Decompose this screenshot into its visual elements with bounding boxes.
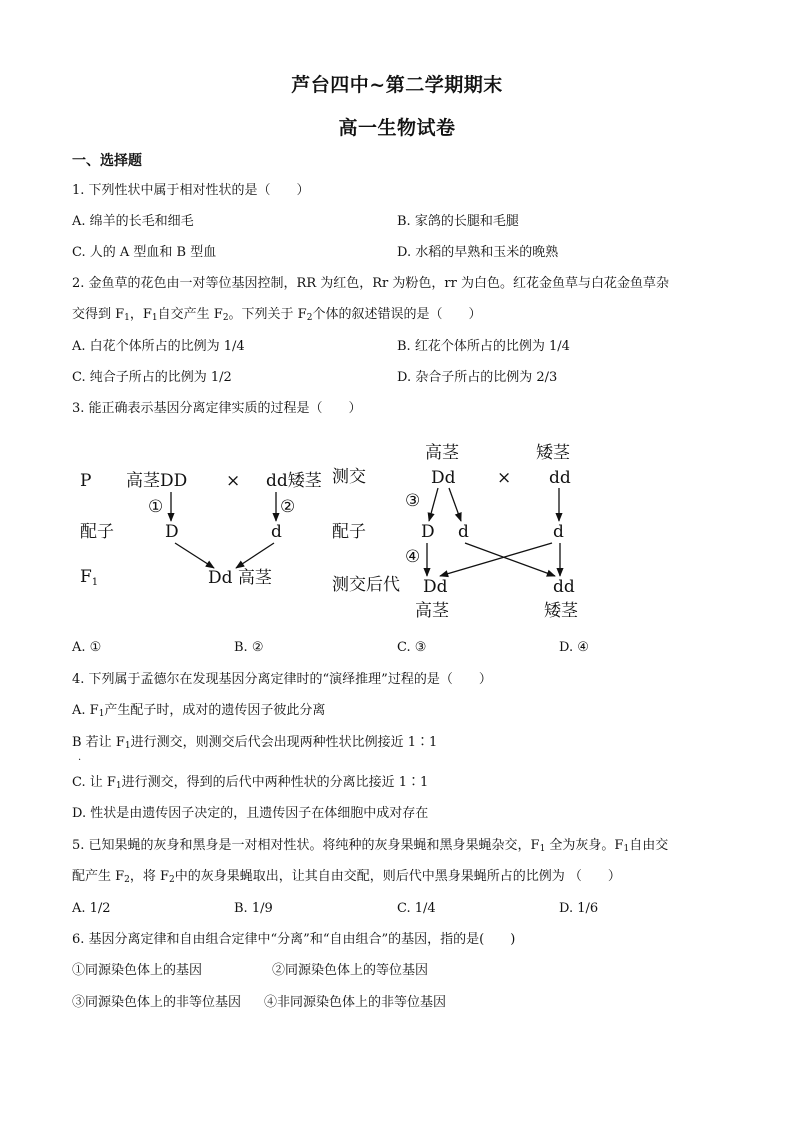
offspring-dd: dd <box>553 577 575 597</box>
subscript: 2 <box>222 313 229 323</box>
arrow-d-to-f1 <box>236 543 274 568</box>
subscript: 2 <box>124 875 130 885</box>
parent-dd: dd <box>549 468 571 488</box>
text: 自交产生 F <box>157 307 223 322</box>
f1-Dd-tall: Dd 高茎 <box>208 568 272 588</box>
text: ，F <box>129 307 152 322</box>
text: 中的灰身果蝇取出，让其自由交配，则后代中黑身果蝇所占的比例为 （ ） <box>174 869 621 884</box>
q1-option-c: C. 人的 A 型血和 B 型血 <box>72 245 217 260</box>
label-f1 <box>80 567 98 588</box>
subscript: 1 <box>98 709 105 719</box>
q4-option-d: D. 性状是由遗传因子决定的，且遗传因子在体细胞中成对存在 <box>72 806 429 821</box>
label-gamete-right: 配子 <box>332 522 366 542</box>
arrow-D-to-f1 <box>175 543 214 568</box>
text: 进行测交，则测交后代会出现两种性状比例接近 1∶1 <box>130 735 438 750</box>
q1-option-d: D. 水稻的早熟和玉米的晚熟 <box>397 245 559 260</box>
q6-stem: 6. 基因分离定律和自由组合定律中“分离”和“自由组合”的基因，指的是( ) <box>72 932 516 947</box>
cross-symbol-right: × <box>497 468 512 488</box>
text: 5. 已知果蝇的灰身和黑身是一对相对性状。将纯种的灰身果蝇和黑身果蝇杂交，F <box>72 838 540 853</box>
gamete-d-left: d <box>271 522 282 542</box>
label-p: P <box>80 471 92 491</box>
q1-stem: 1. 下列性状中属于相对性状的是（ ） <box>72 183 310 198</box>
q3-option-d: D. ④ <box>559 640 589 655</box>
q5-stem-line1 <box>72 837 668 858</box>
label-tall-bottom: 高茎 <box>415 601 449 621</box>
q5-option-b: B. 1/9 <box>234 901 273 916</box>
label-short-bottom: 矮茎 <box>544 601 578 621</box>
exam-title: 芦台四中~第二学期期末 <box>291 74 503 96</box>
q5-stem-line2 <box>72 868 621 889</box>
subscript: 2 <box>306 313 313 323</box>
offspring-Dd: Dd <box>423 577 448 597</box>
text: 配产生 F <box>72 869 125 884</box>
label-tall-top: 高茎 <box>425 443 459 463</box>
subscript: 2 <box>169 875 175 885</box>
q2-option-b: B. 红花个体所占的比例为 1/4 <box>397 339 570 354</box>
text: 交得到 F <box>72 307 125 322</box>
stray-dot: . <box>78 752 82 763</box>
arrow-d-to-Dd <box>440 543 552 576</box>
q1-option-a: A. 绵羊的长毛和细毛 <box>72 214 194 229</box>
arrow-d-to-dd <box>465 543 555 576</box>
text: C. 让 F <box>72 775 116 790</box>
circle-3: ③ <box>405 491 421 511</box>
q3-genetics-diagram <box>0 430 794 630</box>
q3-stem: 3. 能正确表示基因分离定律实质的过程是（ ） <box>72 401 362 416</box>
section-heading: 一、选择题 <box>72 153 142 169</box>
text: 全为灰身。F <box>545 838 624 853</box>
text: 产生配子时，成对的遗传因子彼此分离 <box>104 703 326 718</box>
q6-item-1: ①同源染色体上的基因 <box>72 963 203 978</box>
text: B 若让 F <box>72 735 125 750</box>
q6-item-3: ③同源染色体上的非等位基因 <box>72 995 242 1010</box>
q5-option-c: C. 1/4 <box>397 901 436 916</box>
text: 个体的叙述错误的是（ ） <box>312 307 482 322</box>
q2-option-a: A. 白花个体所占的比例为 1/4 <box>72 339 245 354</box>
arrow-Dd-to-D <box>429 488 438 521</box>
exam-subtitle: 高一生物试卷 <box>338 117 456 139</box>
text: ，将 F <box>129 869 170 884</box>
circle-4: ④ <box>405 547 421 567</box>
text: 。下列关于 F <box>228 307 307 322</box>
q4-option-b <box>72 734 437 755</box>
text: F <box>80 567 92 587</box>
label-testcross-offspring: 测交后代 <box>332 575 400 595</box>
q1-option-b: B. 家鸽的长腿和毛腿 <box>397 214 519 229</box>
text: 自由交 <box>629 838 669 853</box>
label-testcross: 测交 <box>332 467 366 487</box>
subscript: 1 <box>151 313 158 323</box>
cross-symbol-left: × <box>226 471 241 491</box>
parent-tall-DD: 高茎DD <box>126 471 188 491</box>
subscript: 1 <box>91 577 99 588</box>
gamete-D-right: D <box>421 522 435 542</box>
q3-option-c: C. ③ <box>397 640 427 655</box>
q6-item-2: ②同源染色体上的等位基因 <box>272 963 429 978</box>
q3-option-a: A. ① <box>72 640 102 655</box>
subscript: 1 <box>115 781 122 791</box>
gamete-d-right: d <box>458 522 469 542</box>
q2-option-d: D. 杂合子所占的比例为 2/3 <box>397 370 558 385</box>
subscript: 1 <box>124 313 130 323</box>
circle-2: ② <box>280 497 296 517</box>
q4-option-a <box>72 702 325 723</box>
q2-stem-line1: 2. 金鱼草的花色由一对等位基因控制，RR 为红色，Rr 为粉色，rr 为白色。红花金鱼草与白花金鱼草杂 <box>72 276 669 291</box>
subscript: 1 <box>623 844 630 854</box>
parent-short-dd: dd矮茎 <box>266 471 322 491</box>
q6-item-4: ④非同源染色体上的非等位基因 <box>264 995 447 1010</box>
q5-option-a: A. 1/2 <box>72 901 111 916</box>
gamete-D-left: D <box>165 522 179 542</box>
text: A. F <box>72 703 99 718</box>
text: 进行测交，得到的后代中两种性状的分离比接近 1∶1 <box>121 775 429 790</box>
label-short-top: 矮茎 <box>536 443 570 463</box>
q5-option-d: D. 1/6 <box>559 901 599 916</box>
q4-stem: 4. 下列属于孟德尔在发现基因分离定律时的“演绎推理”过程的是（ ） <box>72 672 492 687</box>
q4-option-c <box>72 774 428 795</box>
gamete-d-short: d <box>553 522 564 542</box>
subscript: 1 <box>539 844 546 854</box>
q2-option-c: C. 纯合子所占的比例为 1/2 <box>72 370 232 385</box>
arrow-Dd-to-d <box>449 488 461 521</box>
circle-1: ① <box>148 497 164 517</box>
q2-stem-line2 <box>72 306 481 327</box>
subscript: 1 <box>124 741 131 751</box>
label-gamete-left: 配子 <box>80 522 114 542</box>
q3-option-b: B. ② <box>234 640 264 655</box>
parent-Dd: Dd <box>431 468 456 488</box>
